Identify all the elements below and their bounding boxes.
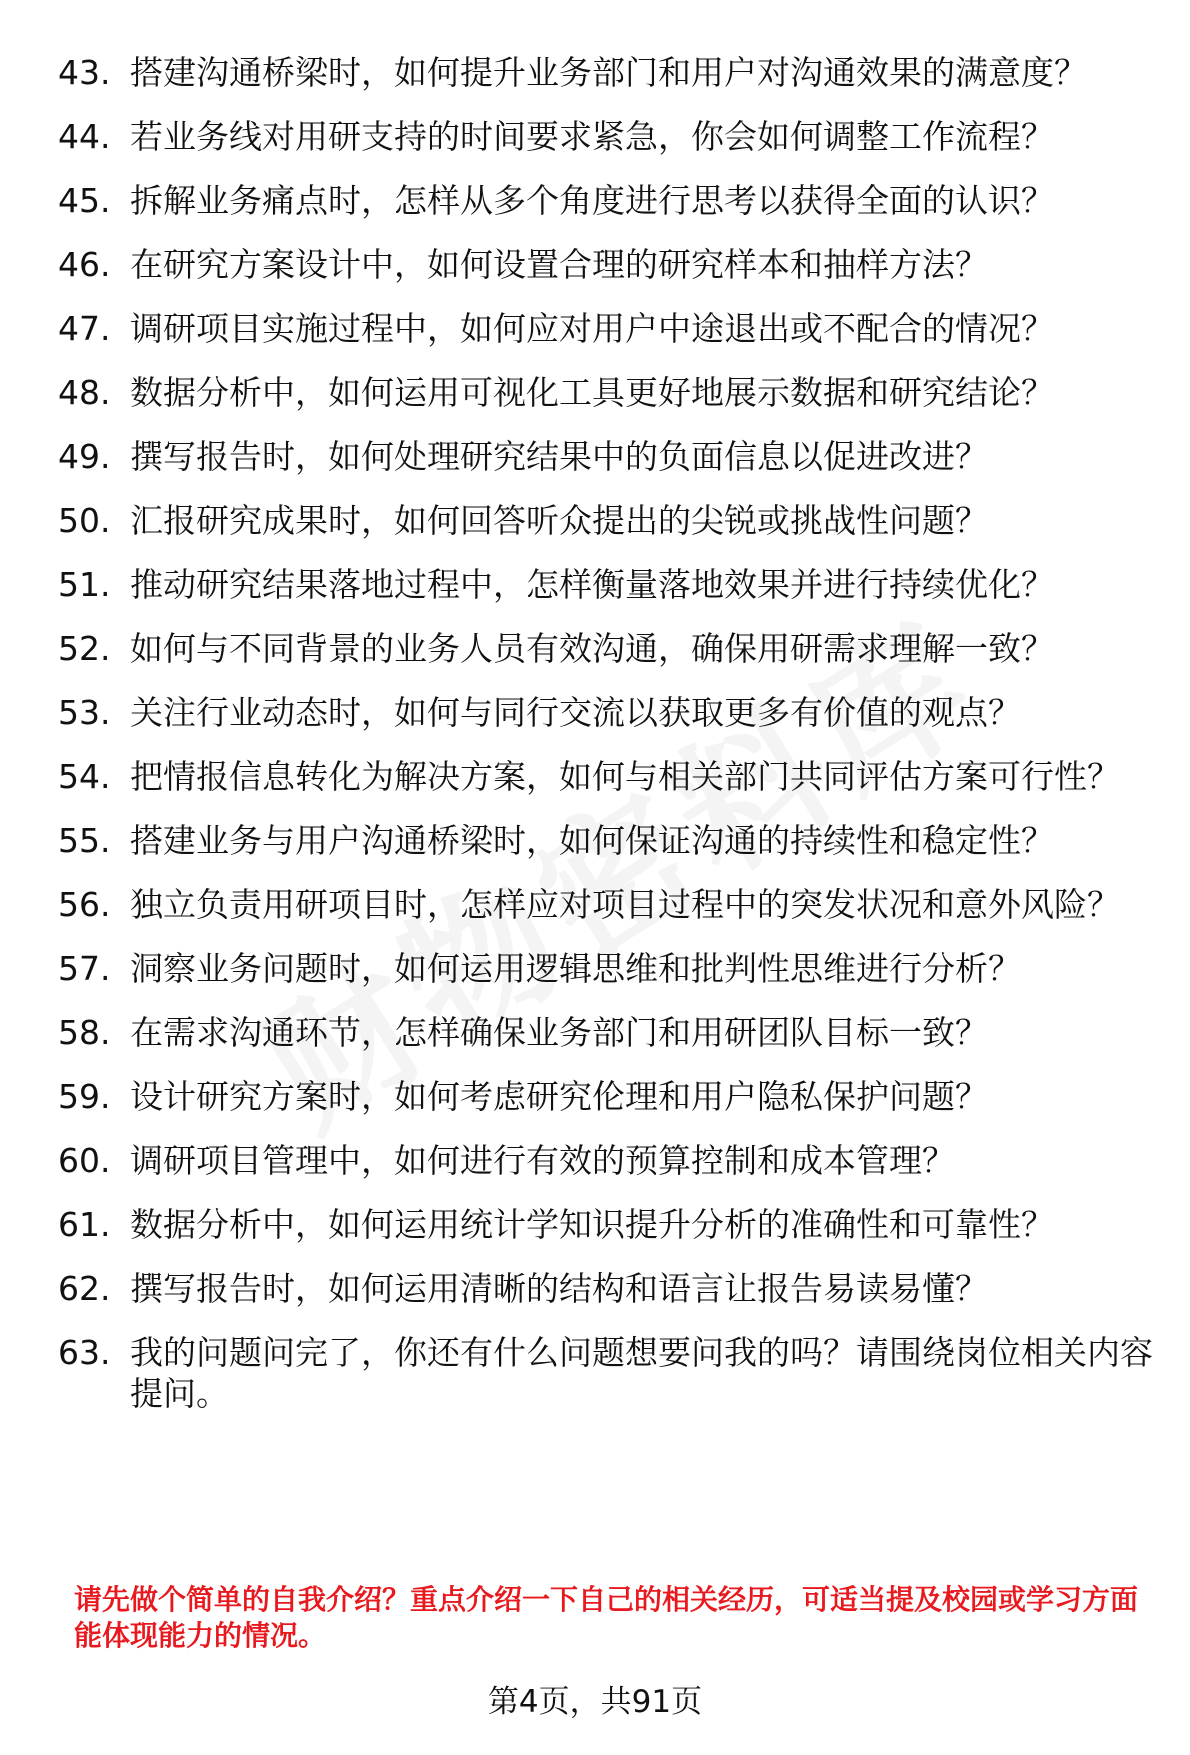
question-item [58,884,1158,925]
question-text: 调研项目实施过程中，如何应对用户中途退出或不配合的情况？ [130,309,1054,348]
question-number: 62. [58,1269,111,1308]
question-item [58,52,1158,93]
question-number: 63. [58,1333,111,1372]
question-number: 51. [58,565,111,604]
question-number: 47. [58,309,111,348]
question-list [58,52,1158,1437]
question-text: 在需求沟通环节，怎样确保业务部门和用研团队目标一致？ [130,1013,988,1052]
question-item [58,116,1158,157]
question-text: 我的问题问完了，你还有什么问题想要问我的吗？请围绕岗位相关内容提问。 [130,1333,1153,1413]
question-number: 43. [58,53,111,92]
question-item [58,756,1158,797]
highlight-note: 请先做个简单的自我介绍？重点介绍一下自己的相关经历，可适当提及校园或学习方面能体现能力的情况。 [74,1583,1139,1652]
question-item [58,948,1158,989]
question-item [58,1076,1158,1117]
question-number: 44. [58,117,111,156]
question-number: 53. [58,693,111,732]
question-text: 推动研究结果落地过程中，怎样衡量落地效果并进行持续优化？ [130,565,1054,604]
question-text: 设计研究方案时，如何考虑研究伦理和用户隐私保护问题？ [130,1077,988,1116]
question-text: 撰写报告时，如何处理研究结果中的负面信息以促进改进？ [130,437,988,476]
question-item [58,628,1158,669]
question-number: 60. [58,1141,111,1180]
question-text: 汇报研究成果时，如何回答听众提出的尖锐或挑战性问题？ [130,501,988,540]
question-number: 56. [58,885,111,924]
question-text: 洞察业务问题时，如何运用逻辑思维和批判性思维进行分析？ [130,949,1021,988]
question-number: 57. [58,949,111,988]
question-item [58,500,1158,541]
question-item [58,1140,1158,1181]
question-item [58,564,1158,605]
question-text: 数据分析中，如何运用统计学知识提升分析的准确性和可靠性？ [130,1205,1054,1244]
question-text: 关注行业动态时，如何与同行交流以获取更多有价值的观点？ [130,693,1021,732]
question-number: 54. [58,757,111,796]
question-item [58,1012,1158,1053]
question-number: 55. [58,821,111,860]
question-number: 45. [58,181,111,220]
question-number: 58. [58,1013,111,1052]
question-number: 52. [58,629,111,668]
question-text: 在研究方案设计中，如何设置合理的研究样本和抽样方法？ [130,245,988,284]
question-text: 把情报信息转化为解决方案，如何与相关部门共同评估方案可行性？ [130,757,1120,796]
question-item [58,372,1158,413]
question-text: 搭建业务与用户沟通桥梁时，如何保证沟通的持续性和稳定性？ [130,821,1054,860]
question-item [58,308,1158,349]
question-item [58,1332,1158,1414]
question-number: 48. [58,373,111,412]
question-item [58,180,1158,221]
question-item [58,1204,1158,1245]
question-item [58,1268,1158,1309]
page-number: 第4页，共91页 [487,1684,703,1720]
question-text: 撰写报告时，如何运用清晰的结构和语言让报告易读易懂？ [130,1269,988,1308]
question-text: 数据分析中，如何运用可视化工具更好地展示数据和研究结论？ [130,373,1054,412]
question-text: 若业务线对用研支持的时间要求紧急，你会如何调整工作流程？ [130,117,1054,156]
question-number: 46. [58,245,111,284]
question-item [58,692,1158,733]
question-number: 59. [58,1077,111,1116]
question-item [58,820,1158,861]
question-text: 如何与不同背景的业务人员有效沟通，确保用研需求理解一致？ [130,629,1054,668]
question-number: 50. [58,501,111,540]
question-number: 61. [58,1205,111,1244]
question-text: 独立负责用研项目时，怎样应对项目过程中的突发状况和意外风险？ [130,885,1120,924]
question-item [58,436,1158,477]
question-item [58,244,1158,285]
question-text: 调研项目管理中，如何进行有效的预算控制和成本管理？ [130,1141,955,1180]
question-text: 拆解业务痛点时，怎样从多个角度进行思考以获得全面的认识？ [130,181,1054,220]
question-text: 搭建沟通桥梁时，如何提升业务部门和用户对沟通效果的满意度？ [130,53,1087,92]
question-number: 49. [58,437,111,476]
